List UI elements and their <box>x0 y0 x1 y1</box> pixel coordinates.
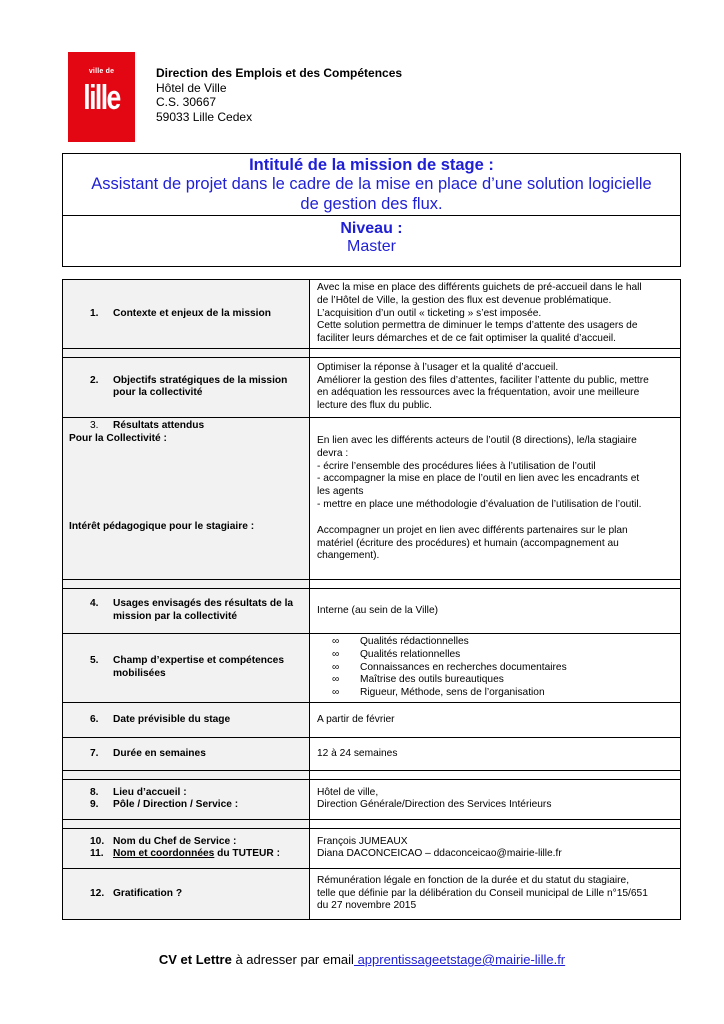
spacer-cell <box>310 819 681 828</box>
text-line: - accompagner la mise en place de l’outil en lien avec les encadrants et <box>317 473 640 485</box>
row-sublabel-collectivite: Pour la Collectivité : <box>69 432 167 444</box>
row-number: 7. <box>90 747 99 759</box>
table-row <box>63 588 681 633</box>
row-label: Gratification ? <box>113 887 183 899</box>
row-value-cell <box>310 779 681 819</box>
row-label-cell <box>63 828 310 868</box>
spacer-cell <box>63 348 310 357</box>
infinity-bullet-icon: ∞ <box>332 687 340 699</box>
row-label-cell <box>63 280 310 349</box>
text-line: faciliter leurs démarches et de ce fait optimiser la qualité d’accueil. <box>317 333 616 345</box>
footer-bold-text: CV et Lettre <box>158 952 232 967</box>
text-line: Accompagner un projet en lien avec différents partenaires sur le plan <box>317 524 628 536</box>
table-row <box>63 737 681 770</box>
row-number: 11. <box>90 848 104 860</box>
skill-text: Maîtrise des outils bureautiques <box>360 674 504 686</box>
text-line: de l’Hôtel de Ville, la gestion des flux est devenue problématique. <box>317 294 612 306</box>
table-row <box>63 828 681 868</box>
row-label: Lieu d’accueil : <box>113 786 187 798</box>
mission-title-heading: Intitulé de la mission de stage : <box>249 156 494 174</box>
table-row <box>63 702 681 737</box>
row-label: Date prévisible du stage <box>113 713 231 725</box>
text-line: devra : <box>317 447 349 459</box>
table-spacer <box>63 819 681 828</box>
footer-email-link[interactable]: apprentissageetstage@mairie-lille.fr <box>353 952 566 967</box>
text-line: Cette solution permettra de diminuer le temps d’attente des usagers de <box>317 320 638 332</box>
mission-title-section <box>63 154 680 216</box>
spacer-cell <box>310 579 681 588</box>
row-number: 8. <box>90 786 99 798</box>
mission-title-line-1: Assistant de projet dans le cadre de la mise en place d’une solution logicielle <box>91 175 652 193</box>
row-value-cell <box>310 357 681 417</box>
row-value-cell <box>310 588 681 633</box>
table-row <box>63 417 681 579</box>
text-line: Optimiser la réponse à l’usager et la qualité d’accueil. <box>317 361 559 373</box>
row-label-cell <box>63 357 310 417</box>
table-row <box>63 868 681 919</box>
address-line-1: Hôtel de Ville <box>156 80 227 95</box>
row-label: Objectifs stratégiques de la mission pour la collectivité <box>113 374 288 399</box>
mission-title-line-2: de gestion des flux. <box>300 194 443 213</box>
row-value-cell <box>310 828 681 868</box>
skill-text: Rigueur, Méthode, sens de l’organisation <box>360 687 545 699</box>
infinity-bullet-icon: ∞ <box>332 648 340 660</box>
spacer-cell <box>63 579 310 588</box>
row-label-underlined: Nom et coordonnées <box>113 848 215 860</box>
table-row <box>63 357 681 417</box>
table-spacer <box>63 348 681 357</box>
row-label: Champ d’expertise et compétences mobilisées <box>113 655 284 679</box>
text-line: Hôtel de ville, <box>317 786 379 798</box>
spacer-cell <box>310 770 681 779</box>
row-number: 9. <box>90 799 99 811</box>
footer-text: à adresser par email <box>231 952 354 967</box>
text-line: matériel (écriture des procédures) et humain (accompagnement au <box>317 537 619 549</box>
mission-details-table <box>62 279 681 920</box>
text-line: - mettre en place une méthodologie d’évaluation de l’utilisation de l’outil. <box>317 498 642 510</box>
header-address <box>156 66 402 124</box>
footer-contact <box>0 952 724 967</box>
text-line: En lien avec les différents acteurs de l’outil (8 directions), le/la stagiaire <box>317 434 637 446</box>
text-line: François JUMEAUX <box>317 835 408 847</box>
text-line: telle que définie par la délibération du Conseil municipal de Lille n°15/651 <box>317 887 648 899</box>
row-value-cell <box>310 417 681 579</box>
row-label: Nom du Chef de Service : <box>113 835 237 847</box>
table-row <box>63 633 681 702</box>
text-line: Améliorer la gestion des files d’attentes, faciliter l’attente du public, mettre <box>317 374 649 386</box>
list-item <box>310 662 674 675</box>
row-number: 1. <box>90 307 99 319</box>
row-value-cell <box>310 737 681 770</box>
logo-small-text: ville de <box>88 68 115 75</box>
infinity-bullet-icon: ∞ <box>332 635 340 647</box>
level-heading: Niveau : <box>340 220 403 237</box>
row-value-cell <box>310 633 681 702</box>
infinity-bullet-icon: ∞ <box>332 674 340 686</box>
row-number: 12. <box>90 887 105 899</box>
row-value-cell <box>310 702 681 737</box>
department-name: Direction des Emplois et des Compétences <box>156 66 403 80</box>
row-sublabel-stagiaire: Intérêt pédagogique pour le stagiaire : <box>69 520 255 532</box>
text-line: les agents <box>317 486 364 498</box>
row-label: Durée en semaines <box>113 747 206 759</box>
table-spacer <box>63 770 681 779</box>
row-number: 5. <box>90 655 99 667</box>
infinity-bullet-icon: ∞ <box>332 661 340 673</box>
text-line: 12 à 24 semaines <box>317 747 398 759</box>
text-line: Direction Générale/Direction des Services Intérieurs <box>317 799 552 811</box>
text-line: Interne (au sein de la Ville) <box>317 604 439 616</box>
text-line: Diana DACONCEICAO – ddaconceicao@mairie-lille.fr <box>317 848 562 860</box>
row-label-cell <box>63 737 310 770</box>
address-line-2: C.S. 30667 <box>156 95 217 109</box>
row-label: Pôle / Direction / Service : <box>113 799 239 811</box>
text-line: changement). <box>317 550 380 562</box>
row-number: 10. <box>90 835 105 847</box>
text-line: A partir de février <box>317 713 395 725</box>
row-label: Usages envisagés des résultats de la mission par la collectivité <box>113 598 294 622</box>
mission-title-box <box>62 153 681 267</box>
text-line: Rémunération légale en fonction de la durée et du statut du stagiaire, <box>317 874 630 886</box>
text-line: Avec la mise en place des différents guichets de pré-accueil dans le hall <box>317 282 642 293</box>
text-line: du 27 novembre 2015 <box>317 900 417 912</box>
list-item <box>310 687 674 700</box>
text-line: L’acquisition d’un outil « ticketing » s’est imposée. <box>317 307 542 319</box>
table-row <box>63 280 681 349</box>
row-label: Résultats attendus <box>113 419 205 431</box>
row-number: 4. <box>90 598 99 610</box>
skill-text: Qualités rédactionnelles <box>360 635 469 647</box>
text-line: - écrire l’ensemble des procédures liées à l’utilisation de l’outil <box>317 460 596 472</box>
level-section <box>63 216 680 256</box>
spacer-cell <box>310 348 681 357</box>
row-label-cell <box>63 588 310 633</box>
skill-text: Connaissances en recherches documentaires <box>360 661 567 673</box>
list-item <box>310 649 674 662</box>
list-item <box>310 674 674 687</box>
spacer-cell <box>63 770 310 779</box>
logo-big-text: lille <box>83 79 120 117</box>
row-label <box>113 848 309 861</box>
level-value: Master <box>347 238 396 255</box>
row-label-cell <box>63 633 310 702</box>
row-label-cell <box>63 702 310 737</box>
spacer-cell <box>63 819 310 828</box>
row-number: 6. <box>90 713 99 725</box>
row-value-cell <box>310 280 681 349</box>
list-item <box>310 636 674 649</box>
row-label: Contexte et enjeux de la mission <box>113 307 271 319</box>
row-label-rest: du TUTEUR : <box>214 848 280 860</box>
skill-text: Qualités relationnelles <box>360 648 461 660</box>
row-number: 2. <box>90 374 99 386</box>
text-line: lecture des flux du public. <box>317 400 432 412</box>
ville-de-lille-logo <box>68 52 135 142</box>
row-label-cell <box>63 417 310 579</box>
row-value-cell <box>310 868 681 919</box>
address-line-3: 59033 Lille Cedex <box>156 109 253 124</box>
row-number: 3. <box>90 419 99 431</box>
table-spacer <box>63 579 681 588</box>
row-label-cell <box>63 779 310 819</box>
table-row <box>63 779 681 819</box>
text-line: en adéquation les ressources avec la fréquentation, avoir une meilleure <box>317 387 640 399</box>
row-label-cell <box>63 868 310 919</box>
